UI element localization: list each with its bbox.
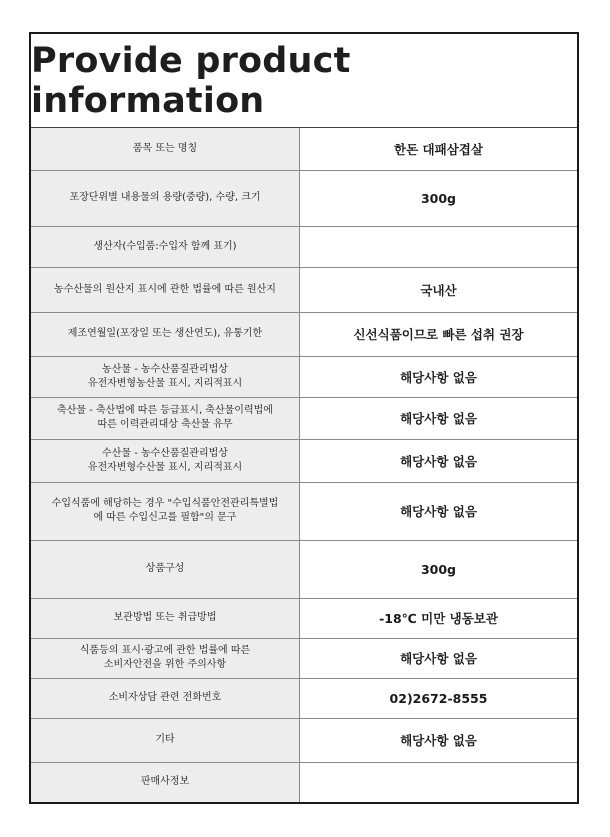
page-title: Provide product information [31,40,351,121]
row-label: 보관방법 또는 취급방법 [31,598,300,638]
table-row [31,226,577,267]
row-value: 해당사항 없음 [300,638,578,678]
row-value: 한돈 대패삼겹살 [300,128,578,170]
table-row [31,482,577,540]
row-value [300,762,578,802]
table-row [31,170,577,226]
table-row [31,439,577,482]
table-row [31,356,577,397]
table-row [31,718,577,762]
table-row [31,762,577,802]
row-value: 300g [300,170,578,226]
table-row [31,267,577,312]
row-label: 포장단위별 내용물의 용량(중량), 수량, 크기 [31,170,300,226]
row-label: 품목 또는 명칭 [31,128,300,170]
row-label: 식품등의 표시·광고에 관한 법률에 따른 소비자안전을 위한 주의사항 [31,638,300,678]
table-row [31,638,577,678]
row-label: 축산물 - 축산법에 따른 등급표시, 축산물이력법에 따른 이력관리대상 축산물 유무 [31,397,300,439]
product-info-table [31,128,577,802]
row-label: 제조연월일(포장일 또는 생산연도), 유통기한 [31,312,300,356]
row-label: 판매사정보 [31,762,300,802]
row-value: 300g [300,540,578,598]
row-value: 국내산 [300,267,578,312]
row-label: 농수산물의 원산지 표시에 관한 법률에 따른 원산지 [31,267,300,312]
row-value: 해당사항 없음 [300,439,578,482]
row-value: 해당사항 없음 [300,356,578,397]
row-label: 생산자(수입품:수입자 함께 표기) [31,226,300,267]
title-box [31,34,577,128]
product-info-sheet [29,32,579,804]
table-row [31,128,577,170]
row-label: 상품구성 [31,540,300,598]
row-label: 소비자상담 관련 전화번호 [31,678,300,718]
row-label: 농산물 - 농수산품질관리법상 유전자변형농산물 표시, 지리적표시 [31,356,300,397]
row-value: 해당사항 없음 [300,718,578,762]
table-row [31,540,577,598]
table-row [31,397,577,439]
row-label: 수산물 - 농수산품질관리법상 유전자변형수산물 표시, 지리적표시 [31,439,300,482]
row-value [300,226,578,267]
row-value: 해당사항 없음 [300,482,578,540]
row-value: 신선식품이므로 빠른 섭취 권장 [300,312,578,356]
table-row [31,312,577,356]
table-row [31,598,577,638]
table-row [31,678,577,718]
row-value: 02)2672-8555 [300,678,578,718]
row-value: -18℃ 미만 냉동보관 [300,598,578,638]
row-label: 수입식품에 해당하는 경우 "수입식품안전관리특별법 에 따른 수입신고를 필함"의 문구 [31,482,300,540]
row-value: 해당사항 없음 [300,397,578,439]
row-label: 기타 [31,718,300,762]
